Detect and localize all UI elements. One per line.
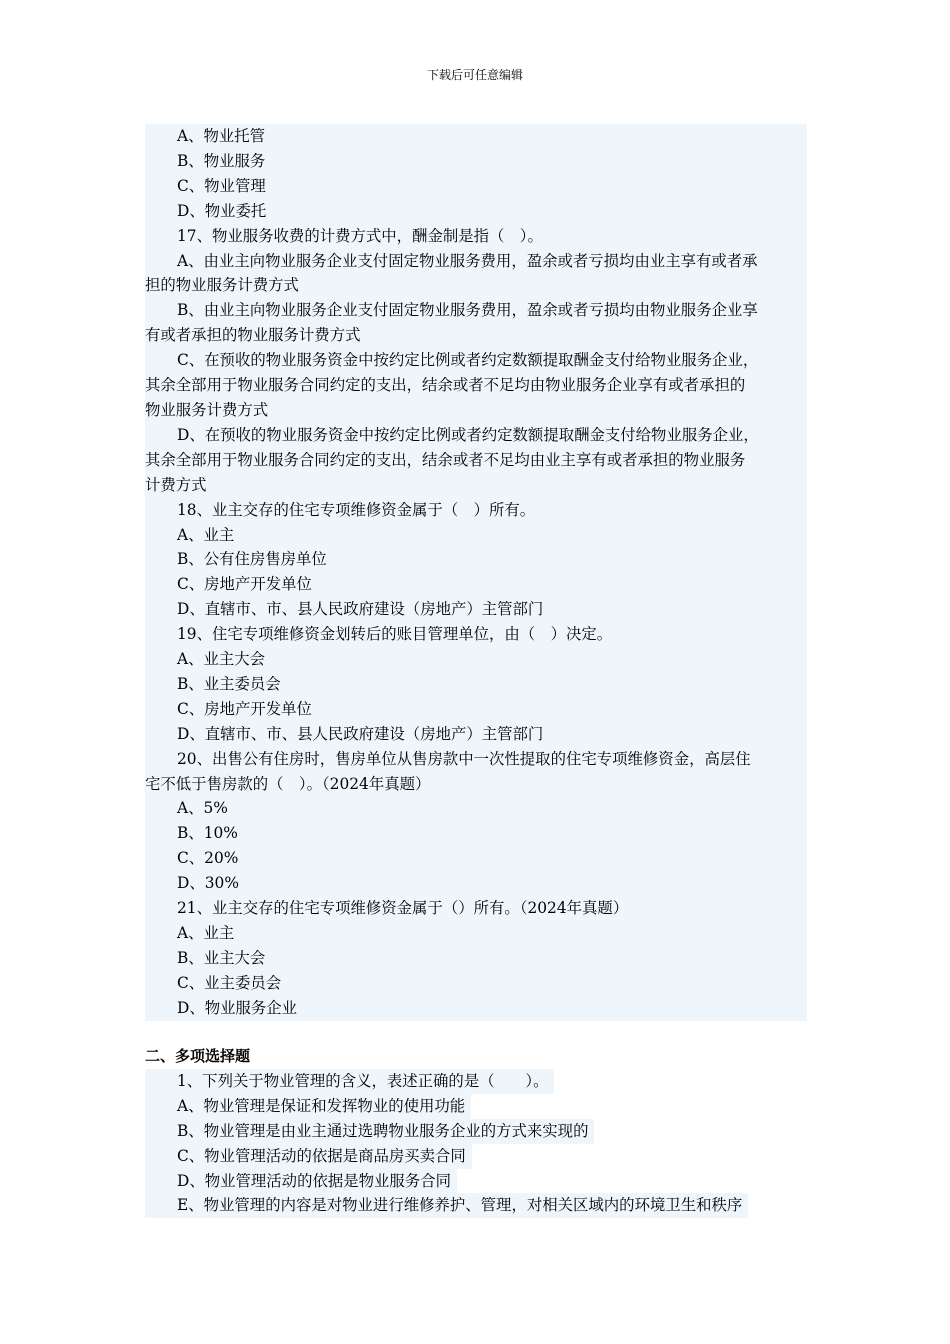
question-line-text: 1、下列关于物业管理的含义，表述正确的是（ ）。 — [145, 1069, 554, 1094]
question-line: D、在预收的物业服务资金中按约定比例或者约定数额提取酬金支付给物业服务企业， — [177, 425, 759, 444]
question-line: 物业服务计费方式 — [145, 400, 269, 419]
question-line-text: D、物业管理活动的依据是物业服务合同 — [145, 1169, 457, 1194]
question-line: B、公有住房售房单位 — [177, 550, 327, 569]
question-line — [145, 1144, 807, 1169]
question-line: A、业主 — [177, 924, 235, 942]
question-line: B、由业主向物业服务企业支付固定物业服务费用，盈余或者亏损均由物业服务企业享 — [177, 301, 758, 320]
question-line-text: E、物业管理的内容是对物业进行维修养护、管理，对相关区域内的环境卫生和秩序 — [145, 1193, 748, 1218]
question-line: 21、业主交存的住宅专项维修资金属于（）所有。（2024年真题） — [177, 899, 629, 918]
question-line: B、物业服务 — [177, 151, 266, 170]
question-line: D、物业服务企业 — [177, 998, 298, 1017]
question-line: B、业主大会 — [177, 948, 266, 967]
question-line: 其余全部用于物业服务合同约定的支出，结余或者不足均由物业服务企业享有或者承担的 — [145, 376, 746, 395]
question-line-text: C、物业管理活动的依据是商品房买卖合同 — [145, 1144, 472, 1169]
question-line: C、物业管理 — [177, 176, 266, 195]
question-line: B、10% — [177, 824, 238, 843]
question-line: C、在预收的物业服务资金中按约定比例或者约定数额提取酬金支付给物业服务企业， — [177, 351, 759, 370]
question-line: 计费方式 — [145, 475, 207, 494]
question-line: A、5% — [177, 799, 228, 818]
question-line: 宅不低于售房款的（ ）。（2024年真题） — [145, 774, 431, 793]
question-line — [145, 1169, 807, 1194]
question-line: 有或者承担的物业服务计费方式 — [145, 326, 361, 345]
question-line: C、20% — [177, 849, 239, 868]
question-line: 19、住宅专项维修资金划转后的账目管理单位，由（ ）决定。 — [177, 625, 613, 644]
question-line: D、物业委托 — [177, 201, 267, 220]
question-line: 其余全部用于物业服务合同约定的支出，结余或者不足均由业主享有或者承担的物业服务 — [145, 450, 746, 469]
question-line: C、业主委员会 — [177, 973, 282, 992]
question-line: A、业主大会 — [177, 650, 266, 669]
question-line — [145, 1094, 807, 1119]
multiple-choice-questions — [145, 1069, 807, 1218]
question-line: C、房地产开发单位 — [177, 699, 312, 718]
question-line: 18、业主交存的住宅专项维修资金属于（ ）所有。 — [177, 500, 536, 519]
question-line: A、物业托管 — [177, 127, 266, 145]
question-line-text: A、物业管理是保证和发挥物业的使用功能 — [145, 1094, 471, 1119]
question-line: D、直辖市、市、县人民政府建设（房地产）主管部门 — [177, 724, 544, 743]
question-line: D、直辖市、市、县人民政府建设（房地产）主管部门 — [177, 600, 544, 619]
question-line — [145, 1193, 807, 1218]
question-line: 17、物业服务收费的计费方式中，酬金制是指（ ）。 — [177, 226, 543, 245]
question-line: D、30% — [177, 874, 239, 893]
question-line: A、由业主向物业服务企业支付固定物业服务费用，盈余或者亏损均由业主享有或者承 — [177, 251, 758, 270]
question-line — [145, 1119, 807, 1144]
question-line: 20、出售公有住房时，售房单位从售房款中一次性提取的住宅专项维修资金，高层住 — [177, 749, 751, 768]
question-line — [145, 1069, 807, 1094]
question-line: B、业主委员会 — [177, 674, 281, 693]
single-choice-questions — [145, 124, 807, 1021]
question-line: 担的物业服务计费方式 — [145, 276, 299, 295]
section-title: 二、多项选择题 — [145, 1045, 256, 1067]
page-header: 下载后可任意编辑 — [426, 68, 523, 82]
question-line: A、业主 — [177, 525, 235, 544]
question-line-text: B、物业管理是由业主通过选聘物业服务企业的方式来实现的 — [145, 1119, 594, 1144]
question-line: C、房地产开发单位 — [177, 575, 312, 594]
